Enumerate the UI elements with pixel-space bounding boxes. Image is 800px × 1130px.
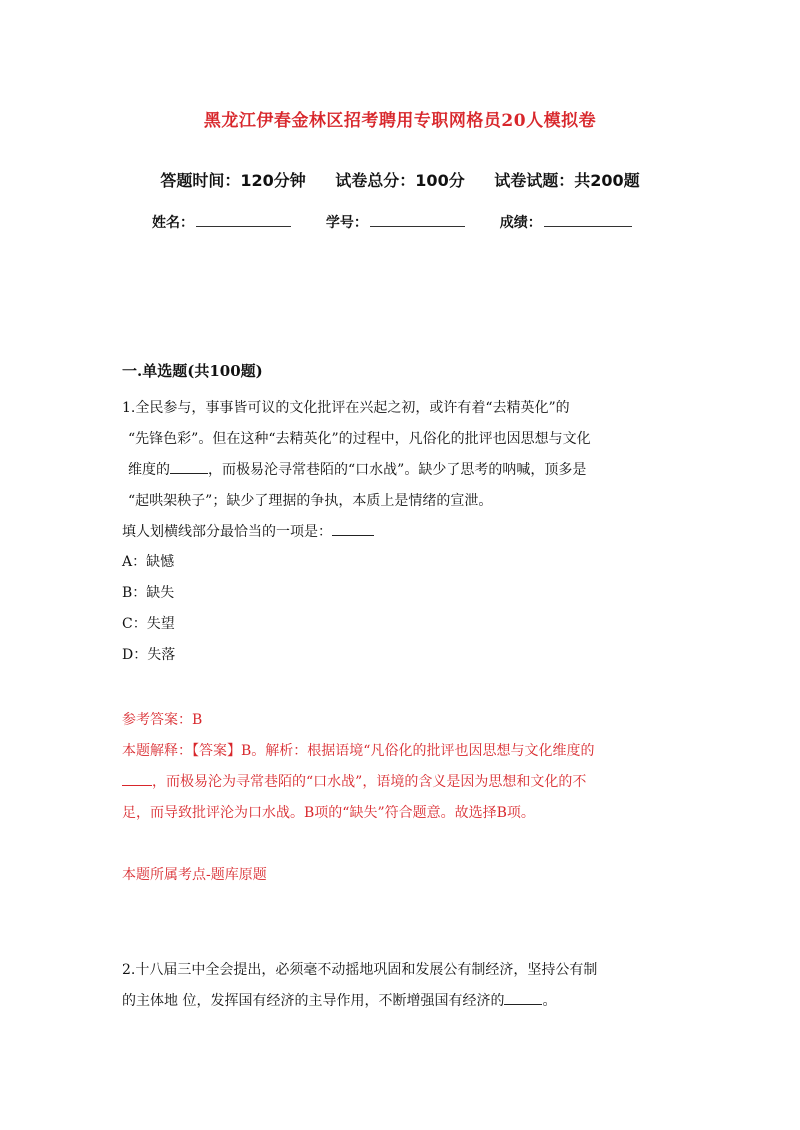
question-1 bbox=[122, 393, 682, 548]
fill-blank bbox=[170, 461, 208, 474]
answer-blank bbox=[332, 523, 374, 536]
fill-blank bbox=[504, 992, 542, 1005]
option-c[interactable]: C：失望 bbox=[122, 616, 175, 632]
question-2-line bbox=[122, 986, 682, 1017]
explanation-line: 足，而导致批评沦为口水战。B项的“缺失”符合题意。故选择B项。 bbox=[122, 805, 535, 821]
section-title: 一.单选题(共100题) bbox=[122, 362, 263, 380]
option-a[interactable]: A：缺憾 bbox=[122, 554, 175, 570]
name-label: 姓名： bbox=[152, 215, 194, 231]
question-1-options bbox=[122, 547, 175, 671]
grade-label: 成绩： bbox=[499, 215, 542, 231]
exam-total-score: 试卷总分：100分 bbox=[335, 171, 465, 190]
exam-meta bbox=[0, 168, 800, 191]
option-d[interactable]: D：失落 bbox=[122, 647, 176, 663]
question-1-line bbox=[122, 455, 682, 486]
student-info-fields bbox=[152, 212, 682, 232]
option-b[interactable]: B：缺失 bbox=[122, 585, 175, 601]
question-2 bbox=[122, 955, 682, 1017]
id-blank[interactable] bbox=[370, 212, 465, 227]
question-1-text: ，而极易沦寻常巷陌的“口水战”。缺少了思考的呐喊，顶多是 bbox=[208, 462, 587, 478]
id-field bbox=[326, 212, 465, 232]
question-1-prompt bbox=[122, 517, 682, 548]
question-2-line: 2.十八届三中全会提出，必须毫不动摇地巩固和发展公有制经济，坚持公有制 bbox=[122, 962, 598, 978]
exam-question-count: 试卷试题：共200题 bbox=[494, 171, 640, 190]
knowledge-point: 本题所属考点-题库原题 bbox=[122, 867, 267, 883]
question-1-line: 1.全民参与，事事皆可议的文化批评在兴起之初，或许有着“去精英化”的 bbox=[122, 400, 570, 416]
question-2-text: 的主体地 位，发挥国有经济的主导作用，不断增强国有经济的 bbox=[122, 993, 505, 1009]
explanation-line: 本题解释：【答案】B。解析：根据语境“凡俗化的批评也因思想与文化维度的 bbox=[122, 743, 595, 759]
question-1-line: “起哄架秧子”；缺少了理据的争执，本质上是情绪的宣泄。 bbox=[128, 493, 493, 509]
explanation-line bbox=[122, 767, 682, 798]
question-1-prompt-text: 填人划横线部分最恰当的一项是： bbox=[122, 524, 332, 540]
name-blank[interactable] bbox=[196, 212, 291, 227]
question-1-line: “先锋色彩”。但在这种“去精英化”的过程中，凡俗化的批评也因思想与文化 bbox=[128, 431, 591, 447]
grade-field bbox=[500, 212, 632, 232]
grade-blank[interactable] bbox=[544, 212, 632, 227]
explanation-blank bbox=[122, 773, 152, 786]
question-2-text: 。 bbox=[542, 993, 557, 1009]
question-1-text: 维度的 bbox=[128, 462, 170, 478]
reference-answer: 参考答案：B bbox=[122, 712, 203, 728]
question-1-answer bbox=[122, 705, 682, 829]
exam-time: 答题时间：120分钟 bbox=[160, 171, 306, 190]
name-field bbox=[152, 212, 291, 232]
explanation-text: ，而极易沦为寻常巷陌的“口水战”，语境的含义是因为思想和文化的不 bbox=[152, 774, 587, 790]
exam-title: 黑龙江伊春金林区招考聘用专职网格员20人模拟卷 bbox=[203, 111, 597, 131]
id-label: 学号： bbox=[325, 215, 368, 231]
